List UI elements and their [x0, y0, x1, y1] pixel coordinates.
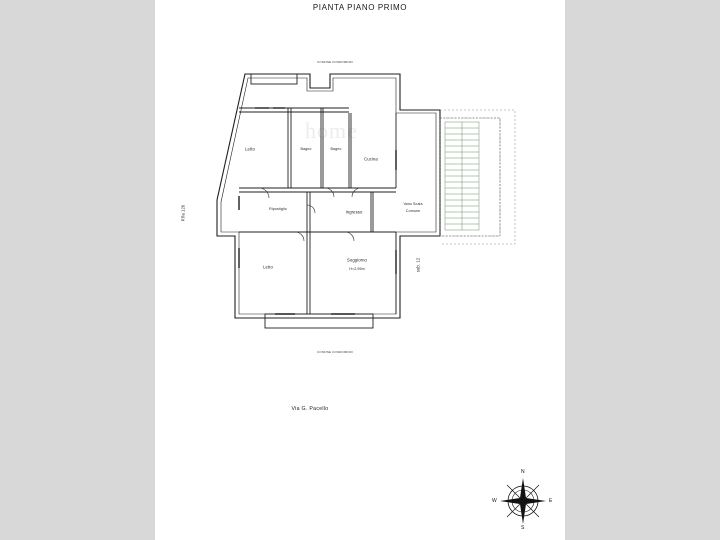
page-title: PIANTA PIANO PRIMO [312, 3, 408, 12]
room-label-vano-scala: Vano Scala [403, 202, 423, 206]
room-label-vano-scala-comune: Comune [405, 209, 421, 213]
room-label-letto-lower: Letto [263, 264, 273, 270]
compass-label-south: S [521, 525, 525, 531]
label-street: Via G. Pacello [291, 406, 329, 412]
compass-label-east: E [549, 498, 553, 504]
label-left-parcel: P.lla 126 [180, 204, 186, 222]
watermark-text: home [305, 118, 358, 143]
room-label-bagno-1: Bagno [300, 147, 312, 151]
room-label-bagno-2: Bagno [330, 147, 342, 151]
label-bottom-boundary: CONFINE CONDOMINIO [317, 350, 353, 354]
compass-label-west: W [492, 498, 497, 504]
room-label-letto-upper: Letto [245, 146, 255, 152]
room-label-ripostiglio: Ripostiglio [269, 207, 287, 211]
label-right-sub: sub. 12 [415, 257, 421, 273]
room-label-ingresso: Ingresso [345, 209, 363, 215]
compass-rose [492, 470, 554, 532]
compass-label-north: N [521, 469, 525, 475]
floorplan-sheet [155, 0, 565, 540]
room-label-soggiorno-height: H=2,95m [349, 267, 365, 271]
room-label-cucina: Cucina [364, 156, 378, 162]
label-top-boundary: CONFINE CONDOMINIO [317, 60, 353, 64]
room-label-soggiorno: Soggiorno [347, 257, 367, 263]
